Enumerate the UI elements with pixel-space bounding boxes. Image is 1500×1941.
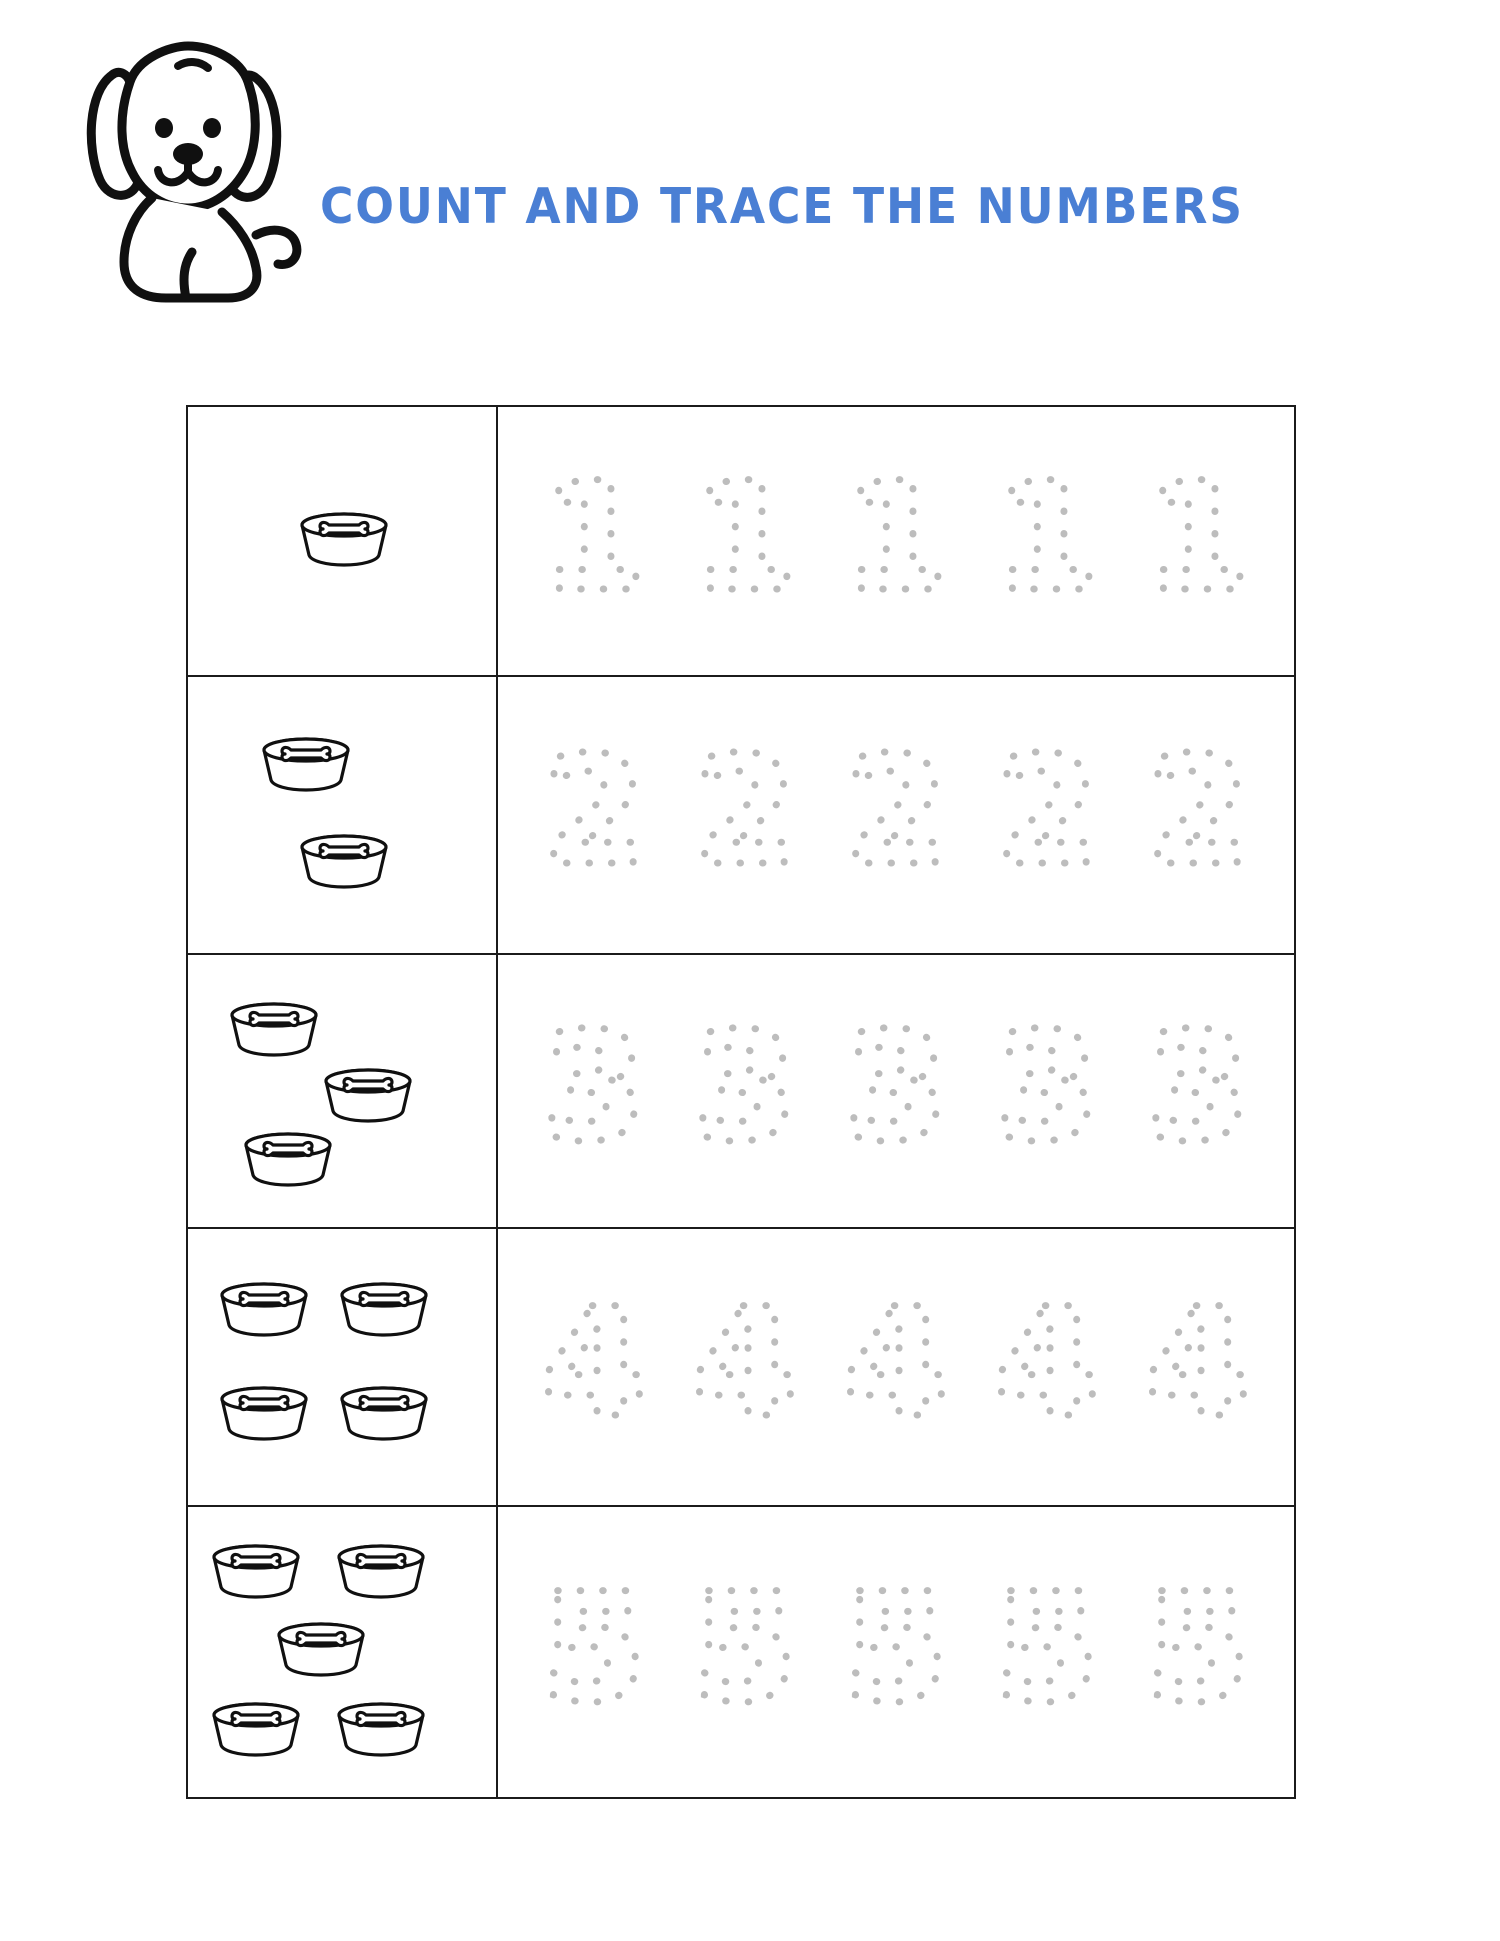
svg-text:5 xyxy=(541,1572,645,1732)
svg-text:3 xyxy=(693,1011,797,1171)
trace-digit[interactable] xyxy=(1143,461,1253,621)
trace-digit[interactable] xyxy=(841,461,951,621)
bowl-group-5 xyxy=(188,1507,496,1797)
svg-text:5 xyxy=(995,1572,1099,1732)
trace-digit[interactable] xyxy=(836,735,956,895)
trace-digit[interactable] xyxy=(534,735,654,895)
trace-cell-3[interactable] xyxy=(498,955,1294,1227)
dog-bowl-with-bone-icon xyxy=(258,732,354,794)
svg-text:2 xyxy=(1146,735,1250,895)
table-row xyxy=(188,1229,1294,1507)
svg-text:1 xyxy=(995,461,1099,621)
trace-digit[interactable] xyxy=(534,1011,654,1171)
svg-text:2 xyxy=(541,735,645,895)
trace-cell-1[interactable] xyxy=(498,407,1294,675)
svg-text:1 xyxy=(541,461,645,621)
trace-digit[interactable] xyxy=(987,1011,1107,1171)
svg-text:4 xyxy=(693,1287,797,1447)
trace-digit[interactable] xyxy=(685,1287,805,1447)
worksheet-header xyxy=(0,0,1500,380)
dog-bowl-with-bone-icon xyxy=(216,1381,312,1443)
dog-bowl-with-bone-icon xyxy=(333,1697,429,1759)
trace-digit[interactable] xyxy=(1138,735,1258,895)
trace-digit[interactable] xyxy=(987,1572,1107,1732)
dog-bowl-with-bone-icon xyxy=(208,1697,304,1759)
trace-cell-5[interactable] xyxy=(498,1507,1294,1797)
svg-text:2 xyxy=(844,735,948,895)
trace-digit[interactable] xyxy=(685,1011,805,1171)
count-cell-2 xyxy=(188,677,498,953)
trace-digit[interactable] xyxy=(836,1572,956,1732)
trace-digit[interactable] xyxy=(690,461,800,621)
table-row xyxy=(188,677,1294,955)
trace-digit[interactable] xyxy=(685,735,805,895)
svg-text:4 xyxy=(844,1287,948,1447)
bowl-group-1 xyxy=(188,407,496,675)
trace-digit[interactable] xyxy=(992,461,1102,621)
dog-bowl-with-bone-icon xyxy=(273,1617,369,1679)
count-cell-1 xyxy=(188,407,498,675)
trace-digit[interactable] xyxy=(987,1287,1107,1447)
trace-cell-4[interactable] xyxy=(498,1229,1294,1505)
svg-text:5 xyxy=(844,1572,948,1732)
page-title: COUNT AND TRACE THE NUMBERS xyxy=(320,178,1244,235)
dog-icon xyxy=(60,30,320,310)
dog-bowl-with-bone-icon xyxy=(226,997,322,1059)
dog-bowl-with-bone-icon xyxy=(240,1127,336,1189)
svg-text:4 xyxy=(995,1287,1099,1447)
trace-cell-2[interactable] xyxy=(498,677,1294,953)
dog-bowl-with-bone-icon xyxy=(296,507,392,569)
trace-digit[interactable] xyxy=(1138,1572,1258,1732)
svg-text:5 xyxy=(1146,1572,1250,1732)
trace-digit[interactable] xyxy=(539,461,649,621)
bowl-group-4 xyxy=(188,1229,496,1505)
svg-text:1 xyxy=(693,461,797,621)
trace-digit[interactable] xyxy=(534,1287,654,1447)
svg-text:2 xyxy=(995,735,1099,895)
svg-text:5 xyxy=(693,1572,797,1732)
dog-bowl-with-bone-icon xyxy=(296,829,392,891)
trace-digit[interactable] xyxy=(685,1572,805,1732)
table-row xyxy=(188,1507,1294,1797)
svg-text:3 xyxy=(844,1011,948,1171)
trace-digit[interactable] xyxy=(836,1287,956,1447)
bowl-group-3 xyxy=(188,955,496,1227)
dog-bowl-with-bone-icon xyxy=(208,1539,304,1601)
trace-digit[interactable] xyxy=(534,1572,654,1732)
svg-text:2 xyxy=(693,735,797,895)
trace-digit[interactable] xyxy=(1138,1287,1258,1447)
dog-bowl-with-bone-icon xyxy=(336,1277,432,1339)
table-row xyxy=(188,407,1294,677)
dog-bowl-with-bone-icon xyxy=(333,1539,429,1601)
worksheet-table xyxy=(186,405,1296,1799)
svg-text:3 xyxy=(995,1011,1099,1171)
svg-text:1 xyxy=(844,461,948,621)
svg-text:4 xyxy=(1146,1287,1250,1447)
svg-text:4 xyxy=(541,1287,645,1447)
trace-digit[interactable] xyxy=(1138,1011,1258,1171)
dog-bowl-with-bone-icon xyxy=(320,1063,416,1125)
bowl-group-2 xyxy=(188,677,496,953)
dog-bowl-with-bone-icon xyxy=(216,1277,312,1339)
table-row xyxy=(188,955,1294,1229)
dog-bowl-with-bone-icon xyxy=(336,1381,432,1443)
trace-digit[interactable] xyxy=(987,735,1107,895)
count-cell-5 xyxy=(188,1507,498,1797)
trace-digit[interactable] xyxy=(836,1011,956,1171)
svg-text:3 xyxy=(1146,1011,1250,1171)
svg-text:3 xyxy=(541,1011,645,1171)
count-cell-3 xyxy=(188,955,498,1227)
count-cell-4 xyxy=(188,1229,498,1505)
svg-text:1 xyxy=(1146,461,1250,621)
